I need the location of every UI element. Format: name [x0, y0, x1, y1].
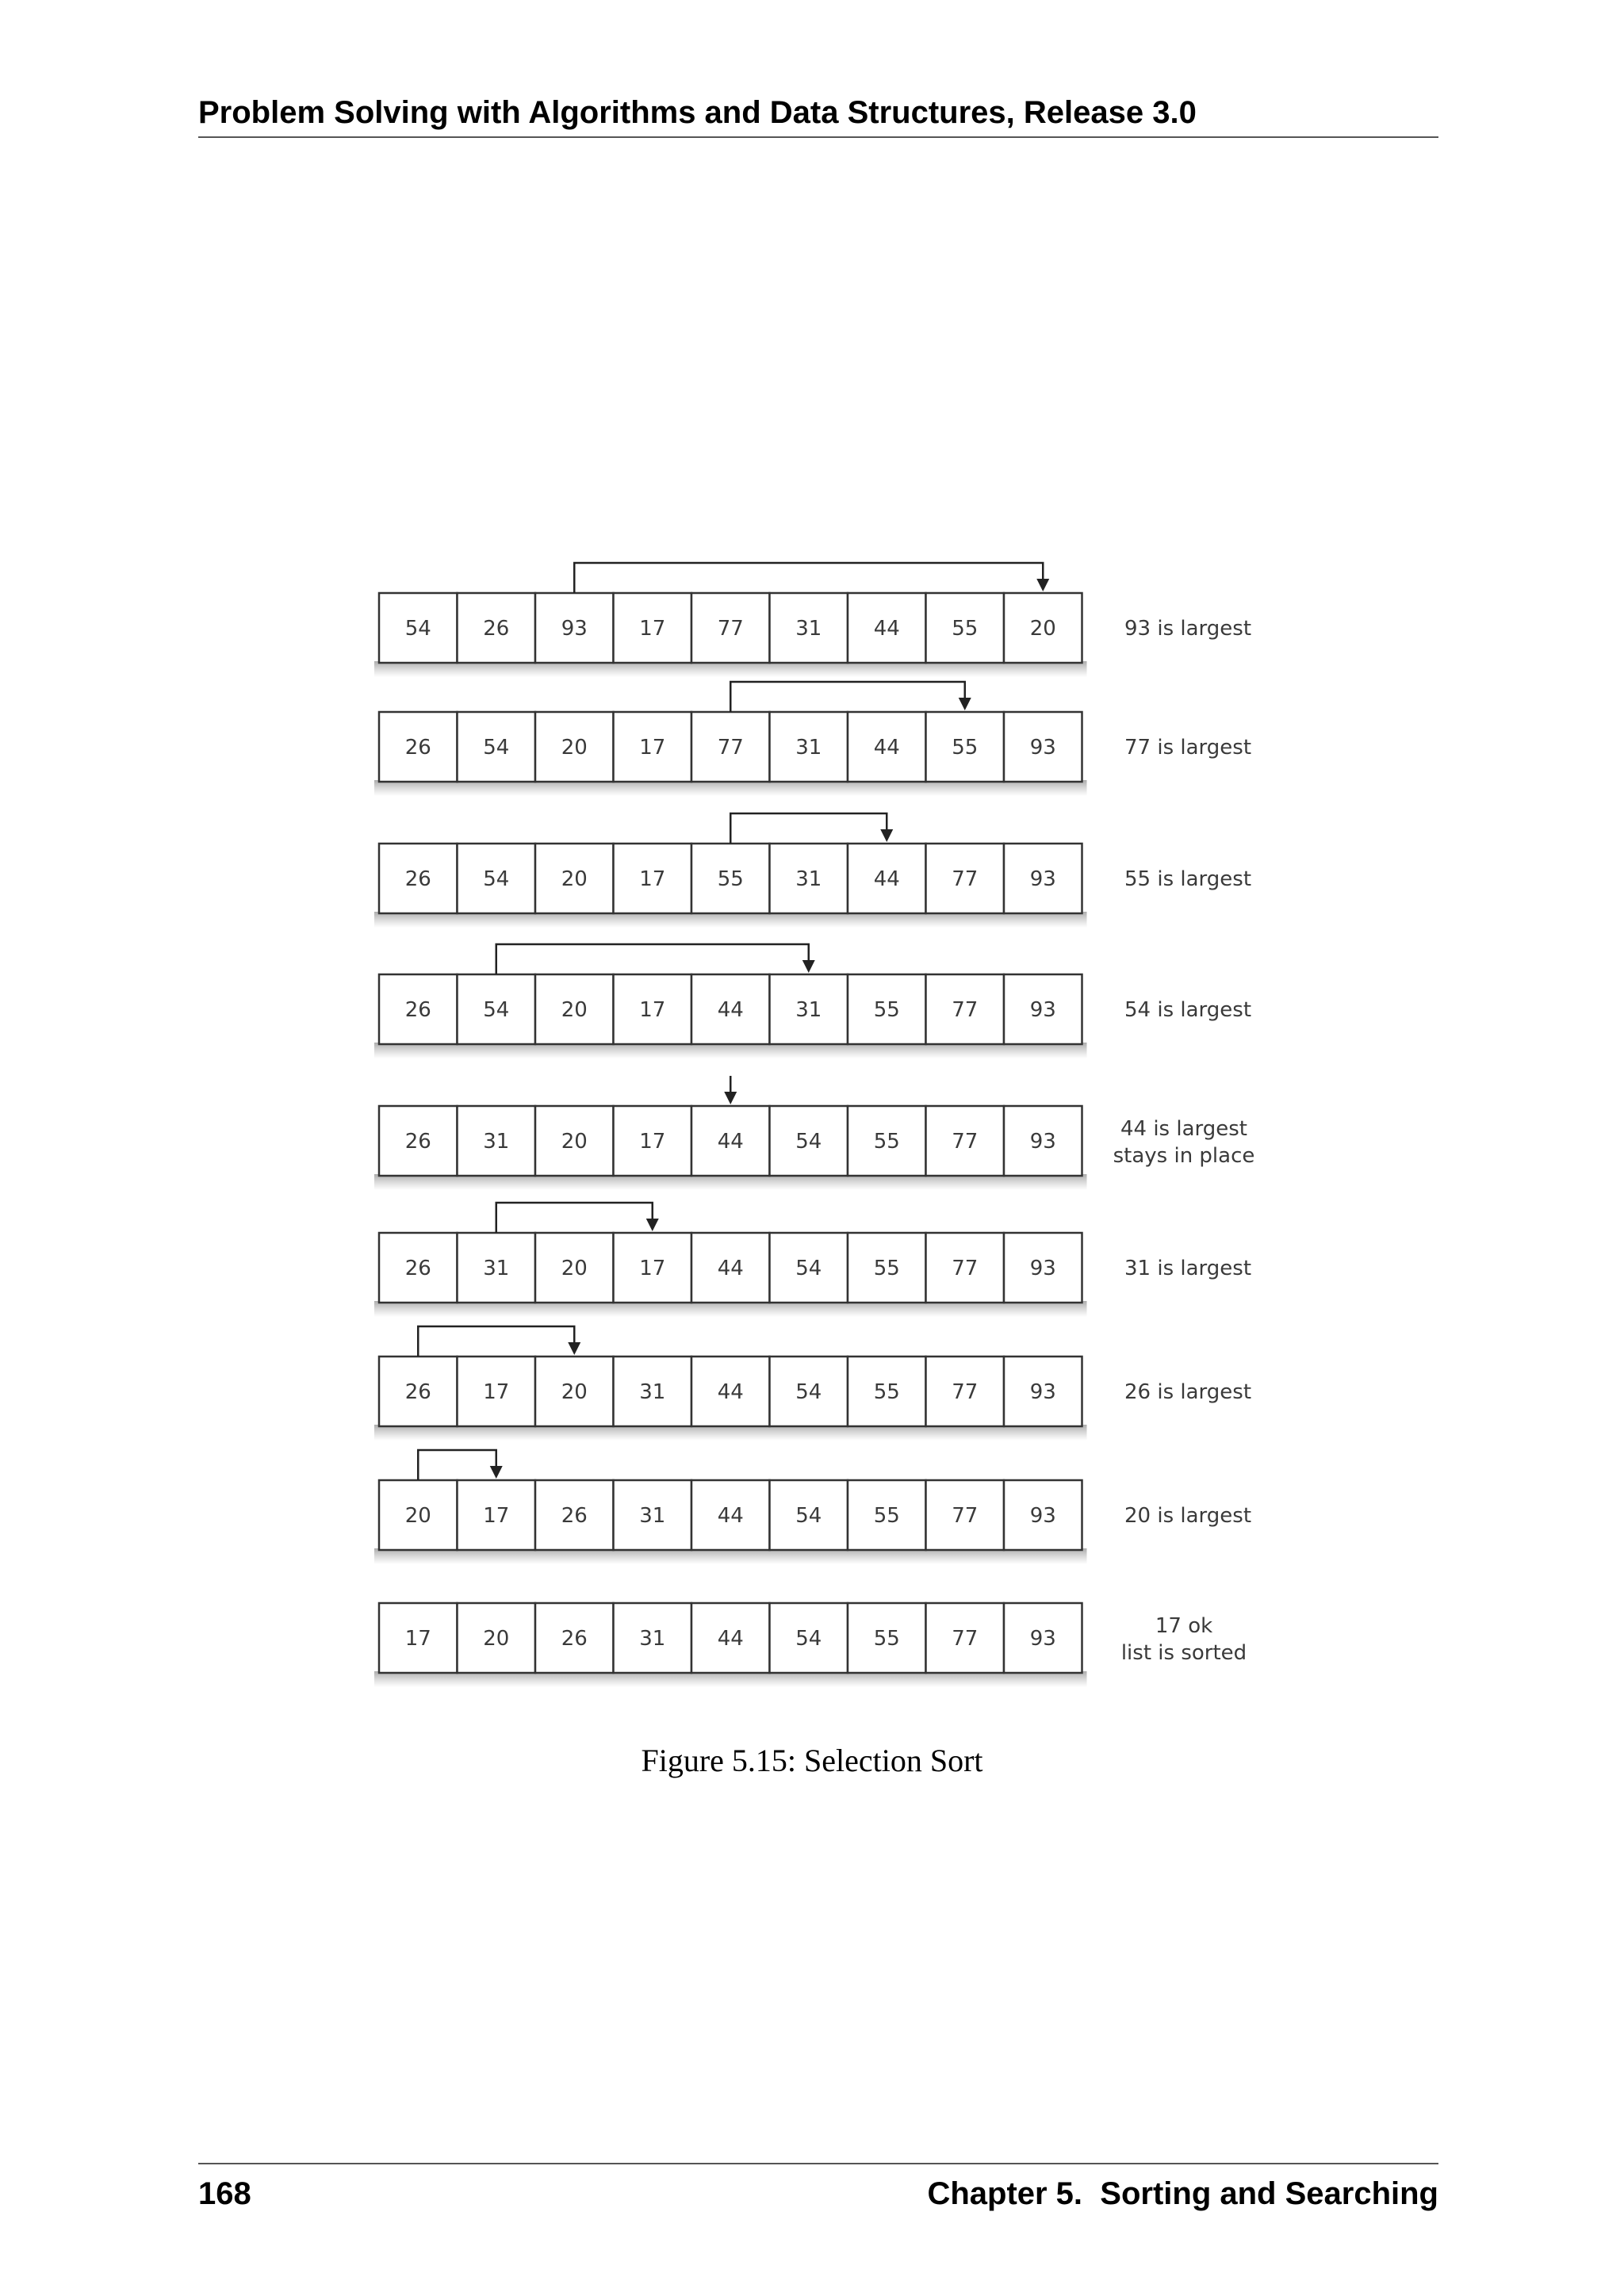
swap-arrow	[724, 1076, 737, 1104]
pass-row	[374, 1450, 1251, 1564]
footer-rule	[198, 2163, 1438, 2164]
figure-caption: Figure 5.15: Selection Sort	[641, 1743, 983, 1778]
cell-value: 54	[483, 867, 510, 891]
swap-arrow	[496, 1203, 659, 1233]
cell-value: 77	[717, 617, 744, 641]
cell-value: 55	[873, 1257, 900, 1280]
cell-value: 93	[1029, 1380, 1056, 1404]
arrow-head	[568, 1342, 580, 1355]
pass-row	[374, 1076, 1254, 1190]
cell-value: 17	[404, 1627, 431, 1651]
cell-value: 20	[561, 1257, 588, 1280]
cell-value: 31	[795, 617, 822, 641]
arrow-head	[959, 698, 971, 710]
arrow-head	[490, 1466, 503, 1479]
pass-row	[374, 1326, 1251, 1441]
passes-group	[374, 563, 1254, 1687]
cell-value: 20	[561, 867, 588, 891]
cell-value: 26	[404, 998, 431, 1022]
cell-value: 93	[1029, 1504, 1056, 1528]
cell-value: 44	[717, 1627, 744, 1651]
cell-value: 93	[1029, 1627, 1056, 1651]
arrow-head	[880, 829, 893, 842]
cell-value: 54	[795, 1380, 822, 1404]
arrow-head	[802, 960, 815, 973]
swap-arrow	[418, 1326, 580, 1357]
cell-value: 20	[404, 1504, 431, 1528]
cell-value: 31	[795, 736, 822, 760]
cell-value: 17	[639, 1257, 666, 1280]
cell-value: 54	[483, 736, 510, 760]
swap-arrow	[418, 1450, 503, 1480]
pass-row	[374, 1203, 1251, 1317]
pass-row	[374, 813, 1251, 928]
pass-row	[374, 563, 1251, 677]
arrow-head	[724, 1092, 737, 1104]
pass-note: 77 is largest	[1124, 736, 1252, 760]
cell-value: 55	[873, 1627, 900, 1651]
cell-value: 17	[639, 736, 666, 760]
cell-value: 77	[952, 1627, 979, 1651]
arrow-head	[646, 1219, 659, 1231]
arrow-head	[1036, 579, 1049, 591]
cell-value: 54	[795, 1130, 822, 1154]
cell-value: 54	[795, 1257, 822, 1280]
cell-value: 17	[639, 617, 666, 641]
cell-value: 77	[952, 1504, 979, 1528]
cell-value: 55	[873, 998, 900, 1022]
pass-note: stays in place	[1113, 1144, 1255, 1168]
cell-value: 54	[483, 998, 510, 1022]
cell-value: 20	[483, 1627, 510, 1651]
cell-value: 20	[561, 1130, 588, 1154]
cell-value: 26	[483, 617, 510, 641]
pass-note: 26 is largest	[1124, 1380, 1252, 1404]
cell-value: 26	[404, 867, 431, 891]
cell-value: 77	[952, 1130, 979, 1154]
cell-value: 26	[404, 1130, 431, 1154]
pass-row	[374, 682, 1251, 796]
cell-value: 93	[1029, 1130, 1056, 1154]
cell-value: 44	[717, 1257, 744, 1280]
cell-value: 55	[873, 1130, 900, 1154]
cell-value: 55	[873, 1380, 900, 1404]
cell-value: 26	[561, 1504, 588, 1528]
cell-value: 93	[561, 617, 588, 641]
cell-value: 20	[561, 998, 588, 1022]
cell-value: 55	[952, 617, 979, 641]
swap-arrow	[730, 682, 971, 712]
pass-note: 44 is largest	[1120, 1117, 1248, 1141]
pass-row	[374, 1603, 1247, 1687]
cell-value: 17	[639, 1130, 666, 1154]
pass-note: 20 is largest	[1124, 1504, 1252, 1528]
cell-value: 17	[639, 998, 666, 1022]
cell-value: 54	[795, 1627, 822, 1651]
pass-note: 55 is largest	[1124, 867, 1252, 891]
cell-value: 17	[483, 1380, 510, 1404]
cell-value: 93	[1029, 1257, 1056, 1280]
cell-value: 20	[561, 1380, 588, 1404]
page-number: 168	[198, 2176, 251, 2211]
cell-value: 31	[483, 1130, 510, 1154]
cell-value: 77	[717, 736, 744, 760]
cell-value: 20	[561, 736, 588, 760]
swap-arrow	[730, 813, 893, 844]
cell-value: 55	[952, 736, 979, 760]
cell-value: 17	[483, 1504, 510, 1528]
cell-value: 26	[404, 736, 431, 760]
pass-note: 93 is largest	[1124, 617, 1252, 641]
cell-value: 44	[873, 617, 900, 641]
cell-value: 44	[717, 1380, 744, 1404]
swap-arrow	[574, 563, 1049, 593]
cell-value: 93	[1029, 867, 1056, 891]
pass-note: 54 is largest	[1124, 998, 1252, 1022]
pass-note: 31 is largest	[1124, 1257, 1252, 1280]
cell-value: 77	[952, 1380, 979, 1404]
pass-row	[374, 944, 1251, 1058]
chapter-title: Chapter 5. Sorting and Searching	[927, 2176, 1438, 2211]
cell-value: 31	[483, 1257, 510, 1280]
cell-value: 26	[404, 1380, 431, 1404]
pass-note: 17 ok	[1155, 1614, 1213, 1638]
cell-value: 55	[873, 1504, 900, 1528]
cell-value: 77	[952, 998, 979, 1022]
cell-value: 26	[561, 1627, 588, 1651]
cell-value: 77	[952, 1257, 979, 1280]
cell-value: 93	[1029, 736, 1056, 760]
running-header: Problem Solving with Algorithms and Data Structures, Release 3.0	[198, 95, 1197, 130]
cell-value: 54	[404, 617, 431, 641]
cell-value: 44	[717, 1504, 744, 1528]
cell-value: 93	[1029, 998, 1056, 1022]
cell-value: 17	[639, 867, 666, 891]
cell-value: 44	[717, 1130, 744, 1154]
cell-value: 31	[795, 867, 822, 891]
cell-value: 26	[404, 1257, 431, 1280]
cell-value: 20	[1029, 617, 1056, 641]
cell-value: 55	[717, 867, 744, 891]
cell-value: 54	[795, 1504, 822, 1528]
cell-value: 31	[639, 1380, 666, 1404]
pass-note: list is sorted	[1120, 1641, 1247, 1665]
cell-value: 31	[639, 1627, 666, 1651]
cell-value: 44	[873, 867, 900, 891]
cell-value: 31	[639, 1504, 666, 1528]
cell-value: 44	[873, 736, 900, 760]
cell-value: 31	[795, 998, 822, 1022]
cell-value: 44	[717, 998, 744, 1022]
cell-value: 77	[952, 867, 979, 891]
swap-arrow	[496, 944, 815, 974]
